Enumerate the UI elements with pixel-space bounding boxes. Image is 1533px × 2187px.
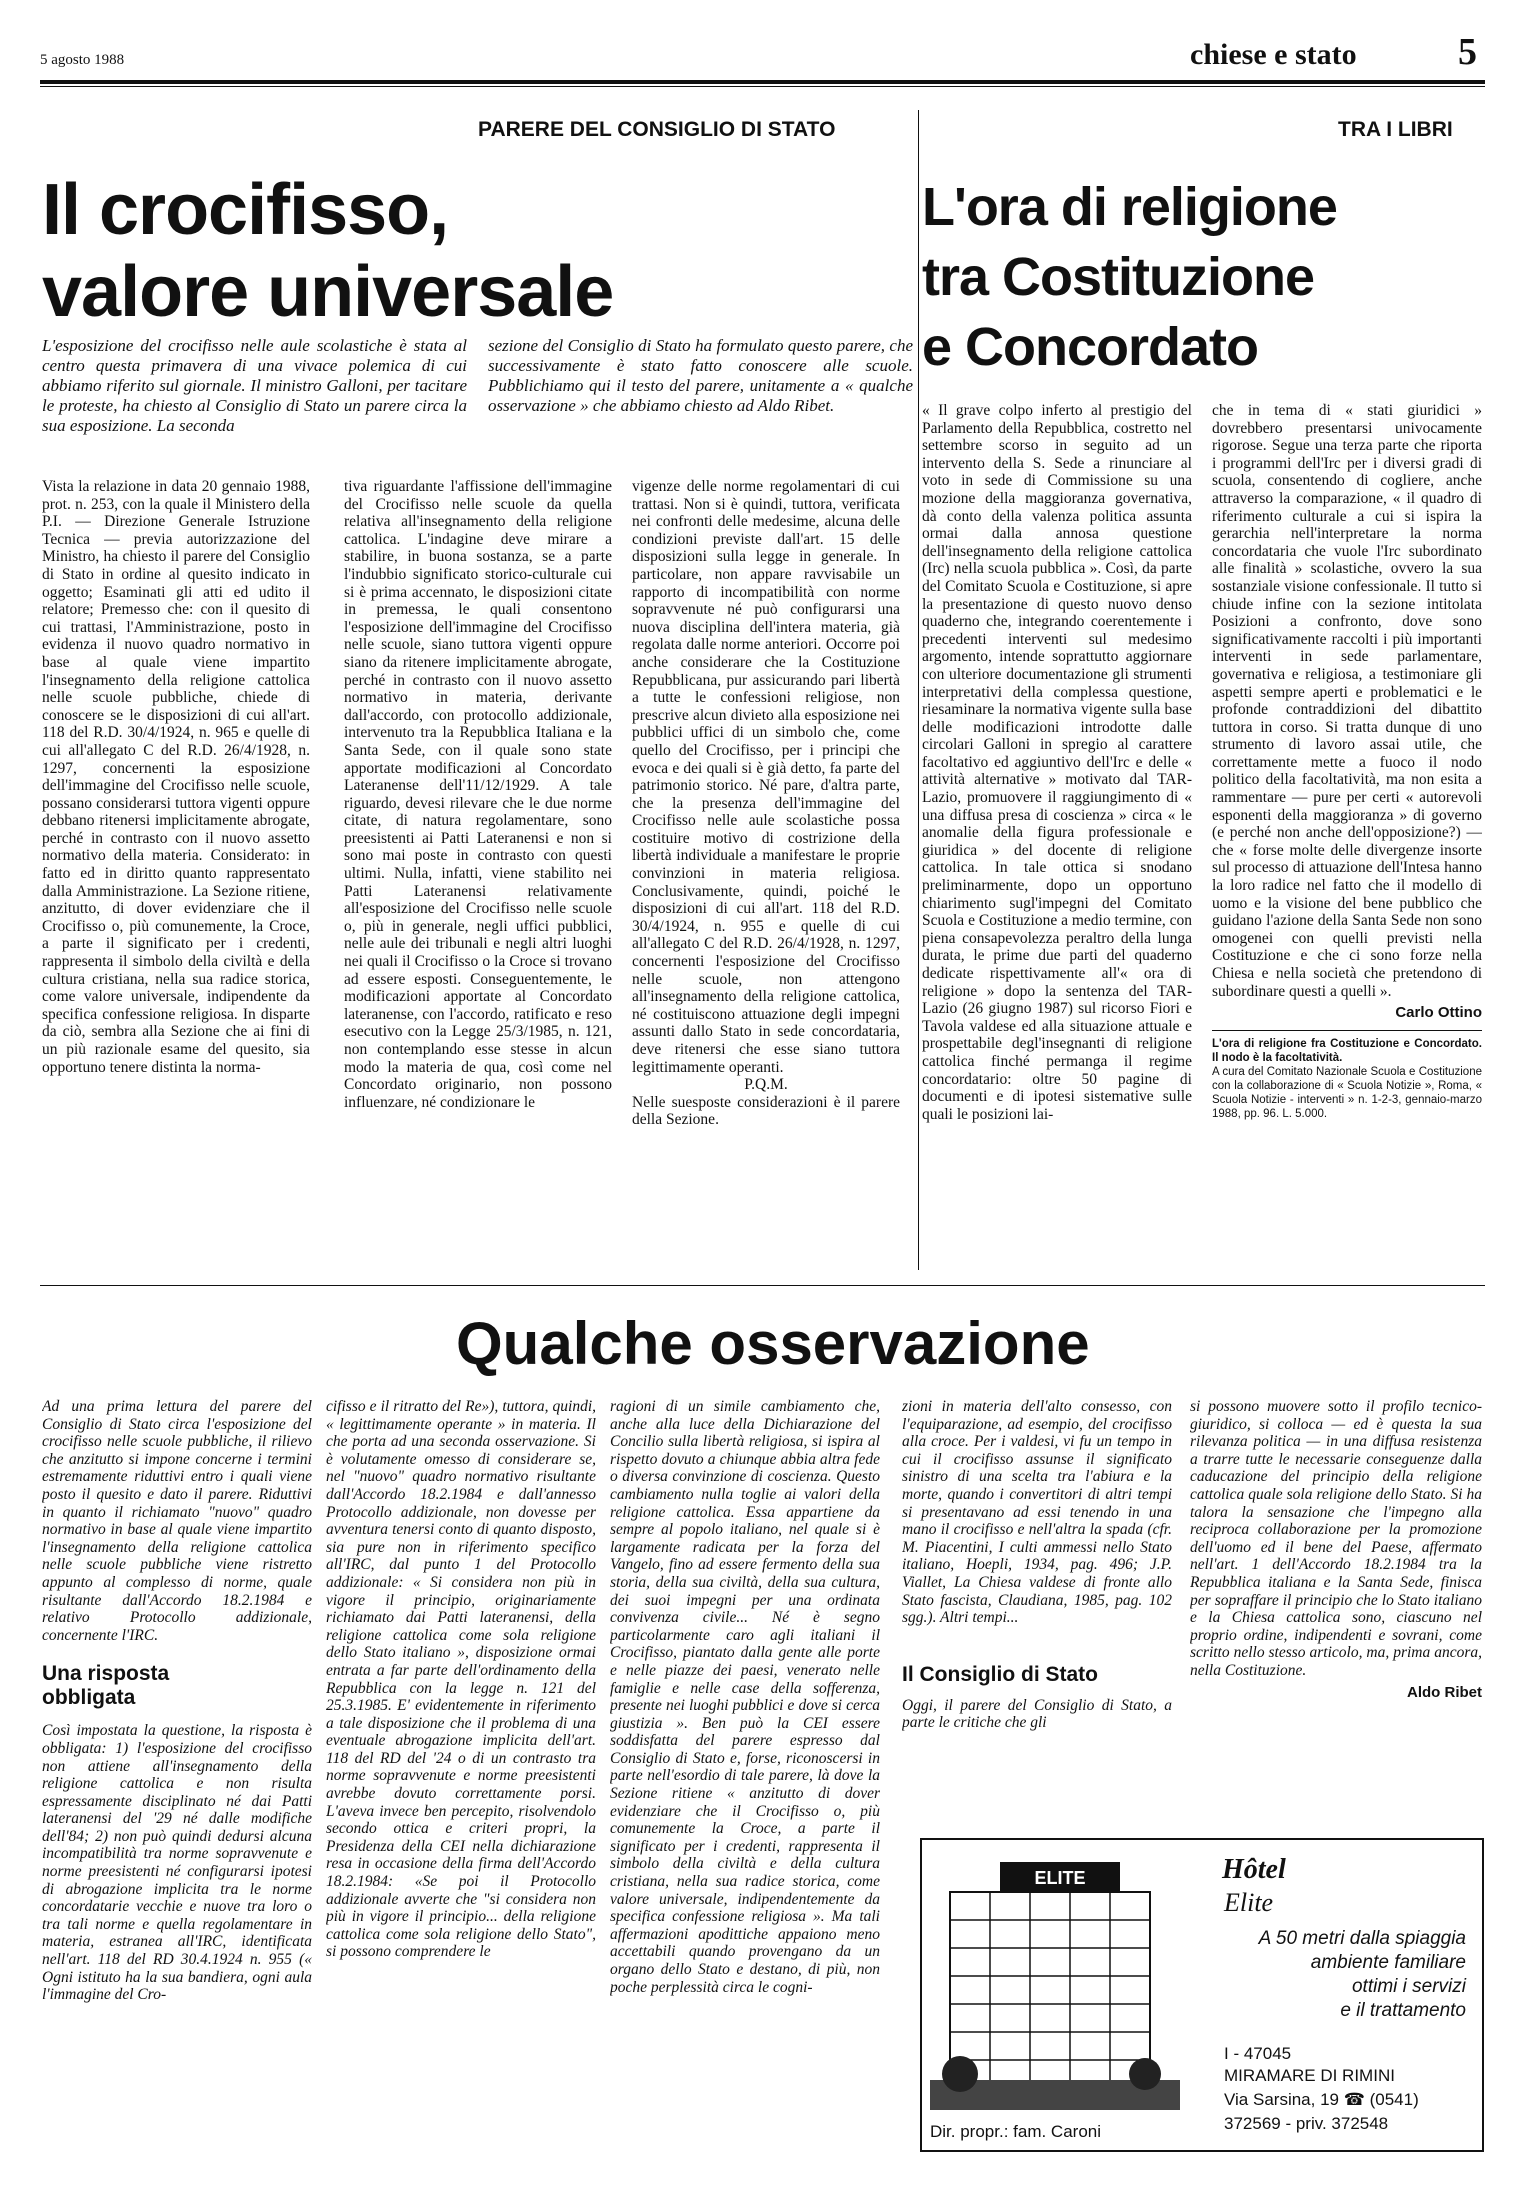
right-article-col2-text: che in tema di « stati giuridici » dovrebbero presentarsi univocamente rigorose. Segue una terza parte che riporta i programmi dell'Irc per i diversi gradi di scuola, consentendo di cogliere, anche attraverso la comparazione, « il quadro di riferimento culturale a cui si ispira la gerarchia nell'interpretare la norma concordataria che vuole l'Irc subordinato alle finalità » scolastiche, ovvero la sua sostanziale visione confessionale. Il tutto si chiude infine con la sezione intitolata Posizioni a confronto, dove sono significativamente raccolti i più importanti interventi in sede parlamentare, governativa e religiosa, a testimoniare gli aspetti sempre aperti e problematici e le profonde contraddizioni del dibattito tuttora in corso. Si tratta dunque di uno strumento di lavoro assai utile, che correttamente mette a fuoco il nodo politico della facoltatività, ma non esita a rammentare — pure per certi « autorevoli esponenti della maggioranza » di governo (e perché non anche dell'opposizione?) — che « forse molte delle divergenze insorte sul processo di attuazione dell'Intesa hanno la loro radice nel fatto che il modello di uomo e la visione del bene pubblico che guidano l'azione della Santa Sede non sono omogenei con quelli previsti nella Costituzione e che ci sono forze nella Chiesa e nella società che pretendono di subordinare questi a quelli ». xyxy=(1212,402,1482,1000)
left-article-title-line1: Il crocifisso, xyxy=(42,170,449,250)
hotel-owner: Dir. propr.: fam. Caroni xyxy=(930,2122,1102,2141)
hotel-tagline-2: ambiente familiare xyxy=(1310,1952,1466,1973)
bottom-article-col1b-text: Così impostata la questione, la risposta è obbligata: 1) l'esposizione del crocifisso non attiene all'insegnamento della religione cattolica e non risulta espressamente disciplinato né dai Patti lateranensi del '29 né dalle modifiche dell'84; 2) non può quindi dedursi alcuna incompatibilità tra norme sopravvenute e norme preesistenti né configurarsi ipotesi di abrogazione implicita tra le norme concordatarie vecchie e nuove tra loro o tra tali norme e quella regolamentare in materia, estranea all'IRC, identificata nell'art. 118 del RD 30.4.1924 n. 955 (« Ogni istituto ha la sua bandiera, ogni aula l'immagine del Cro- xyxy=(42,1722,312,2004)
left-article-kicker: PARERE DEL CONSIGLIO DI STATO xyxy=(478,118,836,141)
hotel-building-sign: ELITE xyxy=(1034,1868,1086,1888)
hotel-name-line2: Elite xyxy=(1224,1888,1274,1917)
bottom-article-col1 xyxy=(42,1398,312,2178)
masthead-page-number: 5 xyxy=(1458,31,1477,73)
hotel-ad xyxy=(920,1838,1484,2152)
left-article-intro-col2: sezione del Consiglio di Stato ha formulato questo parere, che successivamente è stato fatto conoscere alle scuole. Pubblichiamo qui il testo del parere, unitamente a « qualche osservazione » che abbiamo chiesto ad Aldo Ribet. xyxy=(488,336,913,415)
left-article-col3-end: Nelle suesposte considerazioni è il parere della Sezione. xyxy=(632,1093,900,1129)
bottom-article-col4-text: zioni in materia dell'alto consesso, con l'equiparazione, ad esempio, del crocifisso alla croce. Per i valdesi, vi fu un tempo in cui il crocifisso assunse il significato sinistro di una scelta tra l'abiura e la morte, quando i convertitori di altri tempi si presentavano ad essi tenendo in una mano il crocifisso e nell'altra la spada (cfr. M. Piacentini, I culti ammessi nello Stato italiano, Hoepli, 1934, pag. 496; J.P. Viallet, La Chiesa valdese di fronte allo Stato fascista, Claudiana, 1985, pag. 102 sgg.). Altri tempi... xyxy=(902,1398,1172,1627)
bottom-article-subhead: Una risposta obbligata xyxy=(42,1662,170,1710)
hotel-address: Via Sarsina, 19 ☎ (0541) xyxy=(1224,2090,1419,2109)
left-article-col3-text: vigenze delle norme regolamentari di cui trattasi. Non si è quindi, tuttora, verificata nei confronti delle medesime, alcuna delle condizioni previste dall'art. 15 delle disposizioni sulla legge in generale. In particolare, non appare ravvisabile un rapporto di incompatibilità con norme sopravvenute né può configurarsi una nuova disciplina dell'intera materia, già regolata dalle norme anteriori. Occorre poi anche considerare che la Costituzione Repubblicana, pur assicurando pari libertà a tutte le confessioni religiose, non prescrive alcun divieto alla esposizione nei pubblici uffici di un simbolo che, come quello del Crocifisso, per i principi che evoca e dei quali si è già detto, fa parte del patrimonio storico. Né pare, d'altra parte, che la presenza dell'immagine del Crocifisso nelle aule scolastiche possa costituire motivo di costrizione della libertà individuale a manifestare le proprie convinzioni in materia religiosa. Conclusivamente, quindi, poiché le disposizioni di cui all'art. 118 del R.D. 30/4/1924, n. 955 e quelle di cui all'allegato C del R.D. 26/4/1928, n. 1297, concernenti l'esposizione del Crocifisso nelle scuole, non attengono all'insegnamento della religione cattolica, né costituiscono attuazione degli impegni assunti dallo Stato in sede concordataria, deve ritenersi che esse siano tuttora legittimamente operanti. xyxy=(632,478,900,1076)
book-title: L'ora di religione fra Costituzione e Concordato. Il nodo è la facoltatività. xyxy=(1212,1037,1482,1064)
hotel-phone: 372569 - priv. 372548 xyxy=(1224,2114,1389,2133)
hotel-city: MIRAMARE DI RIMINI xyxy=(1224,2066,1395,2085)
right-article-kicker: TRA I LIBRI xyxy=(1338,118,1453,141)
left-article-pqm: P.Q.M. xyxy=(744,1076,788,1094)
left-article-col2: tiva riguardante l'affissione dell'immagine del Crocifisso nelle scuole da quella relativa all'insegnamento della religione cattolica. L'indagine deve mirare a stabilire, in buona sostanza, se a parte l'indubbio significato storico-culturale cui si è prima accennato, le disposizioni citate in premessa, le quali consentono l'esposizione dell'immagine del Crocifisso nelle scuole, siano tuttora vigenti oppure siano da ritenere implicitamente abrogate, perché in contrasto con il nuovo assetto normativo in materia, derivante dall'accordo, con protocollo addizionale, intervenuto tra la Repubblica Italiana e la Santa Sede, con il quale sono state apportate modificazioni al Concordato Lateranense dell'11/12/1929. A tale riguardo, devesi rilevare che le due norme citate, di natura regolamentare, sono preesistenti ai Patti Lateranensi e non si sono mai poste in contrasto con questi ultimi. Nulla, infatti, viene stabilito nei Patti Lateranensi relativamente all'esposizione del Crocifisso nelle scuole o, più in generale, negli uffici pubblici, nelle aule dei tribunali e negli altri luoghi nei quali il Crocifisso o la Croce si trovano ad essere esposti. Conseguentemente, le modificazioni apportate al Concordato lateranense, con l'accordo, ratificato e reso esecutivo con la Legge 25/3/1985, n. 121, non contemplando esse stesse in alcun modo la materia de qua, così come nel Concordato originario, non possono influenzare, né condizionare le xyxy=(344,478,612,1111)
hotel-postcode: I - 47045 xyxy=(1224,2044,1292,2063)
right-article-title-line1: L'ora di religione xyxy=(922,177,1337,237)
hotel-tagline-3: ottimi i servizi xyxy=(1351,1976,1466,1997)
column-divider xyxy=(918,110,919,1270)
left-article-col3 xyxy=(632,478,900,1266)
bottom-article-col2: cifisso e il ritratto del Re»), tuttora, quindi, « legittimamente operante » in materia. Il che porta ad una seconda osservazione. Si è volutamente omesso di considerare se, nel "nuovo" quadro normativo risultante dall'Accordo 18.2.1984 e dall'annesso Protocollo addizionale, non dovesse per avventura tenersi conto di quanto disposto, sia pure non in riferimento specifico all'IRC, dal punto 1 del Protocollo addizionale: « Si considera non più in vigore il principio, originariamente richiamato dai Patti lateranensi, della religione cattolica come sola religione dello Stato italiano », disposizione ormai entrata a far parte dell'ordinamento della Repubblica con la legge n. 121 del 25.3.1985. E' evidentemente in riferimento a tale disposizione che il problema di una eventuale abrogazione implicita dell'art. 118 del RD del '24 o di un contrasto tra norme sopravvenute e norme preesistenti avrebbe dovuto correttamente porsi. L'aveva invece ben percepito, risolvendolo secondo ottica e criteri propri, la Presidenza della CEI nella dichiarazione resa in occasione della firma dell'Accordo 18.2.1984: «Se poi il Protocollo addizionale avverte che "si considera non più in vigore il principio... della religione cattolica come sola religione dello Stato", si possono comprendere le xyxy=(326,1398,596,1961)
masthead-section: chiese e stato xyxy=(1190,38,1357,71)
masthead-rule xyxy=(40,80,1485,84)
hotel-building-illustration xyxy=(930,1852,1180,2122)
hotel-tagline-1: A 50 metri dalla spiaggia xyxy=(1258,1928,1466,1949)
bottom-article-subhead2: Il Consiglio di Stato xyxy=(902,1662,1098,1686)
masthead-rule-thin xyxy=(40,86,1485,87)
left-article-title-line2: valore universale xyxy=(42,252,614,332)
right-article-col2 xyxy=(1212,402,1482,1266)
right-article-title-line3: e Concordato xyxy=(922,317,1259,377)
book-box-rule xyxy=(1212,1030,1482,1031)
bottom-article-col5-text: si possono muovere sotto il profilo tecnico-giuridico, si colloca — ed è questa la sua rilevanza politica — in una diffusa resistenza a trarre tutte le necessarie conseguenze dalla caducazione del principio della religione cattolica quale sola religione dello Stato. Si ha talora la sensazione che l'impegno alla reciproca collaborazione per la promozione dell'uomo ed il bene del Paese, affermato nell'art. 1 dell'Accordo 18.2.1984 tra la Repubblica italiana e la Santa Sede, finisca per sopraffare il principio che lo Stato italiano e la Chiesa cattolica sono, ciascuno nel proprio ordine, indipendenti e sovrani, come scritto nello stesso articolo, ma, prima ancora, nella Costituzione. xyxy=(1190,1398,1482,1679)
masthead-date: 5 agosto 1988 xyxy=(40,52,125,68)
bottom-article-col4b-text: Oggi, il parere del Consiglio di Stato, a parte le critiche che gli xyxy=(902,1696,1172,1732)
book-details: A cura del Comitato Nazionale Scuola e Costituzione con la collaborazione di « Scuola Notizie », Roma, « Scuola Notizie - interventi » n. 1-2-3, gennaio-marzo 1988, pp. 96. L. 5.000. xyxy=(1212,1065,1482,1120)
bottom-article-col5 xyxy=(1190,1398,1482,1826)
right-article-title-line2: tra Costituzione xyxy=(922,247,1315,307)
hotel-name-line1: Hôtel xyxy=(1222,1854,1286,1885)
section-rule xyxy=(40,1285,1485,1286)
right-article-col1: « Il grave colpo inferto al prestigio del Parlamento della Repubblica, costretto nel settembre scorso in seguito ad un intervento della S. Sede a rinunciare al voto in sede di Commissione su una mozione della maggioranza governativa, dà conto della valenza politica assunta ormai dalla annosa questione dell'insegnamento della religione cattolica (Irc) nella scuola pubblica ». Così, da parte del Comitato Scuola e Costituzione, si apre la presentazione di questo nuovo denso quaderno che, integrando coerentemente i precedenti interventi sul medesimo argomento, intende soprattutto aggiornare con ulteriore documentazione gli strumenti interpretativi della complessa questione, riesaminare la normativa vigente sulla base delle modificazioni introdotte dalle circolari Galloni in spregio al carattere facoltativo ed aggiuntivo dell'Irc e delle « attività alternative » motivato dal TAR-Lazio, promuovere il raggiungimento di « una diffusa presa di coscienza » circa « le anomalie della figura professionale e giuridica » del docente di religione cattolica. In tale ottica si snodano preliminarmente, dopo un opportuno chiarimento sugl'impegni del Comitato Scuola e Costituzione a medio termine, con piena consapevolezza peraltro della lunga durata, le prime due parti del quaderno dedicate rispettivamente all'« ora di religione » dopo la sentenza del TAR-Lazio (26 giugno 1987) sul ricorso Fiori e Tavola valdese ed alla situazione attuale e prospettabile degl'insegnanti di religione cattolica finché permanga il regime concordatario: oltre 50 pagine di documenti e di ipotesi sistemative sulle quali le posizioni lai- xyxy=(922,402,1192,1123)
bottom-article-title: Qualche osservazione xyxy=(456,1310,1090,1377)
bottom-article-col4 xyxy=(902,1398,1172,1826)
left-article-col1: Vista la relazione in data 20 gennaio 1988, prot. n. 253, con la quale il Ministero della P.I. — Direzione Generale Istruzione Tecnica — previa autorizzazione del Ministro, ha chiesto il parere del Consiglio di Stato in ordine al quesito indicato in oggetto; Esaminati gli atti ed udito il relatore; Premesso che: con il quesito di cui trattasi, l'Amministrazione, posto in evidenza il nuovo quadro normativo in base al quale viene impartito l'insegnamento della religione cattolica nelle scuole pubbliche, chiede di conoscere se le disposizioni di cui all'art. 118 del R.D. 30/4/1924, n. 965 e quelle di cui all'allegato C del R.D. 26/4/1928, n. 1297, concernenti la esposizione dell'immagine del Crocifisso nelle scuole, possano considerarsi tuttora vigenti oppure debbano ritenersi implicitamente abrogate, perché in contrasto con il nuovo assetto normativo della materia. Considerato: in fatto ed in diritto quanto rappresentato dalla Amministrazione. La Sezione ritiene, anzitutto, di dover evidenziare che il Crocifisso o, più comunemente, la Croce, a parte il significato per i credenti, rappresenta il simbolo della civiltà e della cultura cristiana, nella sua radice storica, come valore universale, indipendente da specifica confessione religiosa. In disparte da ciò, sembra alla Sezione che ai fini di un più razionale esame del quesito, sia opportuno tenere distinta la norma- xyxy=(42,478,310,1076)
hotel-tagline-4: e il trattamento xyxy=(1340,2000,1466,2021)
bottom-article-signature: Aldo Ribet xyxy=(1407,1683,1482,1701)
left-article-intro-col1: L'esposizione del crocifisso nelle aule scolastiche è stata al centro questa primavera di una vivace polemica di cui abbiamo riferito sul giornale. Il ministro Galloni, per tacitare le proteste, ha chiesto al Consiglio di Stato un parere circa la sua esposizione. La seconda xyxy=(42,336,467,435)
bottom-article-col1-text: Ad una prima lettura del parere del Consiglio di Stato circa l'esposizione del crocifisso nelle scuole pubbliche, il rilievo che anzitutto si impone concerne i termini estremamente riduttivi entro i quali viene posto il quesito e dato il parere. Riduttivi in quanto il richiamato "nuovo" quadro normativo in base al quale viene impartito l'insegnamento della religione cattolica nelle scuole pubbliche viene ristretto appunto al complesso di norme, quale risultante dall'Accordo 18.2.1984 e relativo Protocollo addizionale, concernente l'IRC. xyxy=(42,1398,312,1644)
bottom-article-col3: ragioni di un simile cambiamento che, anche alla luce della Dichiarazione del Concilio sulla libertà religiosa, si ispira al rispetto dovuto a chiunque abbia altra fede o diversa convinzione di coscienza. Questo cambiamento nulla toglie ai valori della religione cattolica. Essa appartiene da sempre al popolo italiano, nel quale si è largamente radicata per la forza del Vangelo, fino ad essere fermento della sua storia, della sua civiltà, della sua cultura, dei suoi impegni per una ordinata convivenza civile... Né è segno particolarmente caro agli italiani il Crocifisso, piantato dalla gente alle porte e nelle piazze dei paesi, venerato nelle famiglie e nelle case della sofferenza, presente nei luoghi pubblici e dove si cerca giustizia ». Ben può la CEI essere soddisfatta del parere espresso dal Consiglio di Stato e, forse, riconoscersi in parte nell'esordio di tale parere, là dove la Sezione ritiene « anzitutto di dover evidenziare che il Crocifisso o, più comunemente la Croce, a parte il significato per i credenti, rappresenta il simbolo della civiltà e della cultura cristiana, nella sua radice storica, come valore universale, indipendentemente da specifica confessione religiosa ». Ma tali affermazioni apodittiche appaiono meno accettabili quando provengano da un organo dello Stato e destano, di più, non poche perplessità circa le cogni- xyxy=(610,1398,880,1996)
right-article-signature: Carlo Ottino xyxy=(1395,1004,1482,1022)
